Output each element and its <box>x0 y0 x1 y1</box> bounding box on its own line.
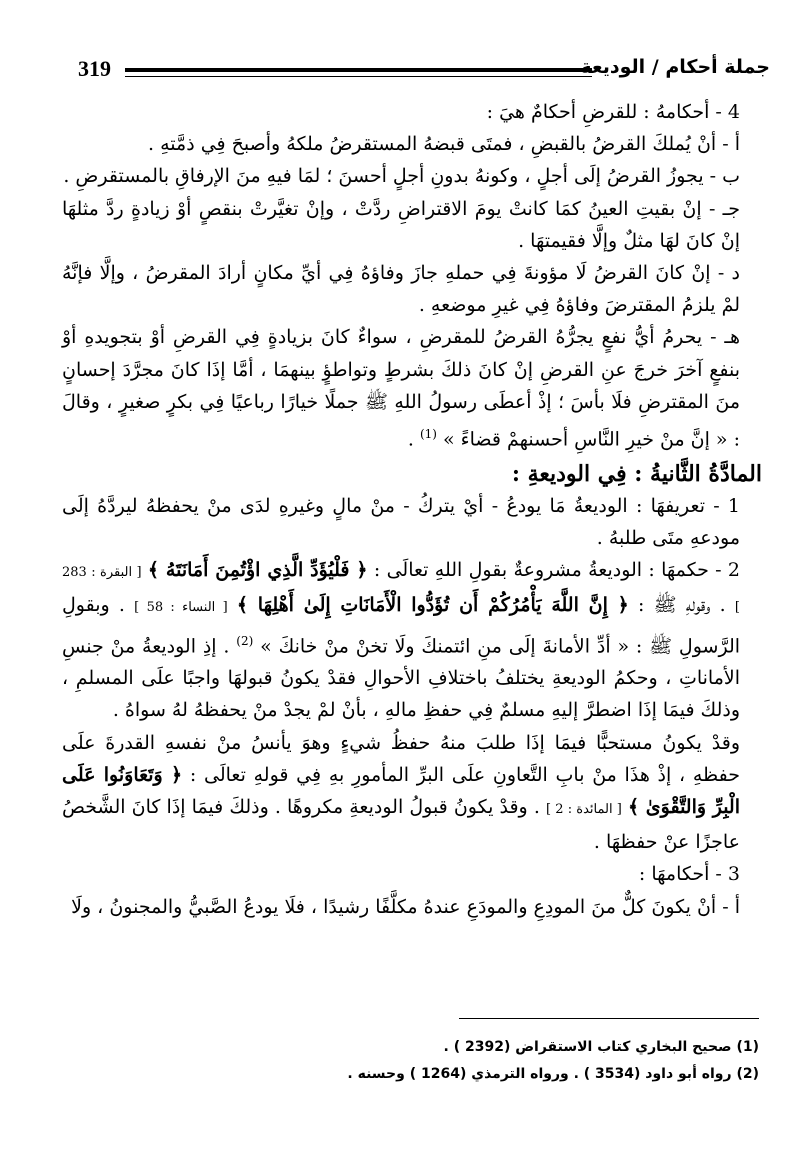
footnote-marker-1: (1) <box>419 427 437 442</box>
quran-ref-3: [ المائدة : 2 ] <box>545 801 622 817</box>
rulings-heading: 3 - أحكامهَا : <box>638 863 740 886</box>
quran-ref-2: [ النساء : 58 ] <box>134 600 228 616</box>
ruling-paragraph: 2 - حكمهَا : الوديعةُ مشروعةٌ بقولِ اللهِ تعالَى : ﴿ فَلْيُؤَدِّ الَّذِي اؤْتُمِنَ أَمَانَتَهُ ﴾ [ البقرة : 283 ] . وقولهِ ﷺ : ﴿ إِنَّ اللَّهَ يَأْمُرُكُمْ أَن تُؤَدُّوا الْأَمَانَاتِ إِلَىٰ أَهْلِهَا ﴾ [ النساء : 58 ] . وبقولِ الرَّسولِ ﷺ : « أدِّ الأمانةَ إلَى منِ ائتمنكَ ولَا تخنْ منْ خانكَ » $^{(2)}$ . إذِ الوديعةُ منْ جنسِ الأماناتِ ، وحكمُ الوديعةِ يختلفُ باختلافِ الأحوالِ فقدْ يكونُ قبولهَا واجبًا علَى المسلمِ ، وذلكَ فيمَا إذَا اضطرَّ إليهِ مسلمٌ فِي حفظِ مالهِ ، بأنْ لمْ يجدْ منْ يحفظهُ لهُ سواهُ . <box>62 559 741 722</box>
quran-quote-2: ﴿ إِنَّ اللَّهَ يَأْمُرُكُمْ أَن تُؤَدُّوا الْأَمَانَاتِ إِلَىٰ أَهْلِهَا ﴾ <box>236 594 629 617</box>
recommended-paragraph: وقدْ يكونُ مستحبًّا فيمَا إذَا طلبَ منهُ حفظُ شيءٍ وهوَ يأنسُ منْ نفسهِ القدرةَ علَى حفظهِ ، إذْ هذَا منْ بابِ التَّعاونِ علَى البرِّ المأمورِ بهِ فِي قولهِ تعالَى : ﴿ وَتَعَاوَنُوا عَلَى الْبِرِّ وَالتَّقْوَىٰ ﴾ [ المائدة : 2 ] . وقدْ يكونُ قبولُ الوديعةِ مكروهًا . وذلكَ فيمَا إذَا كانَ الشَّخصُ عاجزًا عنْ حفظهَا . <box>62 731 741 854</box>
section-4-title: 4 - أحكامهُ : للقرضِ أحكامٌ هيَ : <box>486 101 740 123</box>
rule-dal: د - إنْ كانَ القرضُ لَا مؤونةَ فِي حملهِ جازَ وفاؤهُ فِي أيِّ مكانٍ أرادَ المقرضُ ، وإلَّا فإنَّهُ لمْ يلزمُ المقترضَ وفاؤهُ فِي غيرِ موضعهِ . <box>62 262 741 317</box>
footnote-1: (1) صحيح البخاري كتاب الاستقراض (2392 ) . <box>443 1039 759 1055</box>
page-number: 319 <box>78 56 111 81</box>
rule-jim: جـ - إنْ بقيتِ العينُ كمَا كانتْ يومَ الاقتراضِ ردَّتْ ، وإنْ تغيَّرتْ بنقصٍ أوْ زيادةٍ ردَّ مثلهَا إنْ كانَ لهَا مثلٌ وإلَّا فقيمتهَا . <box>62 197 740 252</box>
running-title: جملة أحكام / الوديعة <box>580 56 770 78</box>
main-text <box>62 96 762 923</box>
rule-alif-2: أ - أنْ يكونَ كلٌّ منَ المودِعِ والمودَعِ عندهُ مكلَّفًا رشيدًا ، فلَا يودعُ الصَّبيُّ والمجنونُ ، ولَا <box>71 895 740 918</box>
rule-ba: ب - يجوزُ القرضُ إلَى أجلٍ ، وكونهُ بدونِ أجلٍ أحسنَ ؛ لمَا فيهِ منَ الإرفاقِ بالمستقرضِ . <box>63 165 740 188</box>
footnotes <box>59 1034 759 1088</box>
section-heading: المادَّةُ الثَّانيةُ : فِي الوديعةِ : <box>511 460 762 487</box>
definition-paragraph: 1 - تعريفهَا : الوديعةُ مَا يودعُ - أيْ يتركُ - منْ مالٍ وغيرهِ لدَى منْ يحفظهُ ليردَّهُ إلَى مودعهِ متَى طلبهُ . <box>62 494 740 549</box>
page-header <box>70 52 770 88</box>
rule-alif: أ - أنْ يُملكَ القرضُ بالقبضِ ، فمتَى قبضهُ المستقرضُ ملكهُ وأصبحَ فِي ذمَّتهِ . <box>148 133 740 156</box>
quran-quote-3: ﴿ وَتَعَاوَنُوا عَلَى الْبِرِّ وَالتَّقْوَىٰ ﴾ <box>62 763 741 818</box>
rule-ha: هـ - يحرمُ أيُّ نفعٍ يجرُّهُ القرضُ للمقرضِ ، سواءٌ كانَ بزيادةٍ فِي القرضِ أوْ بتجويدهِ أوْ بنفعٍ آخرَ خرجَ عنِ القرضِ إنْ كانَ ذلكَ بشرطٍ وتواطؤٍ بينهمَا ، أمَّا إذَا كانَ مجرَّدَ إحسانٍ منَ المقترضِ فلَا بأسَ ؛ إذْ أعطَى رسولُ اللهِ ﷺ جملًا خيارًا رباعيًا فِي بكرٍ صغيرٍ ، وقالَ : « إنَّ منْ خيرِ النَّاسِ أحسنهمْ قضاءً » $^{(1)}$ . <box>62 326 740 451</box>
header-rule <box>125 68 592 72</box>
footnote-marker-2: (2) <box>236 633 254 648</box>
footnote-2: (2) رواه أبو داود (3534 ) . ورواه الترمذي (1264 ) وحسنه . <box>347 1066 759 1082</box>
quran-ref-1: [ البقرة : 283 ] <box>62 565 740 616</box>
footnote-rule <box>459 1018 759 1019</box>
quran-quote-1: ﴿ فَلْيُؤَدِّ الَّذِي اؤْتُمِنَ أَمَانَتَهُ ﴾ <box>147 559 368 582</box>
header-rule-thin <box>125 76 592 77</box>
